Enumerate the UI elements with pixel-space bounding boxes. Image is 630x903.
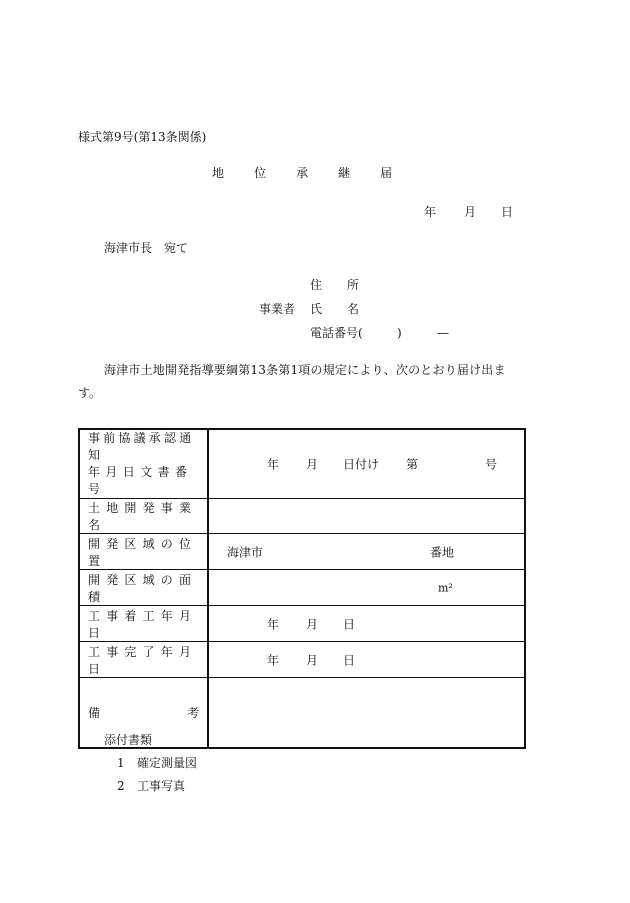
phone-dash: — xyxy=(437,326,449,340)
row5-month: 月 xyxy=(306,617,319,631)
body-line-2: す。 xyxy=(78,386,102,400)
row1-label-line1: 事前協議承認通知 xyxy=(88,431,195,462)
row6-label: 工事完了年月日 xyxy=(88,644,198,676)
table-row xyxy=(79,606,525,642)
row2-label: 土地開発事業名 xyxy=(88,501,198,532)
row1-label xyxy=(80,430,207,498)
row7-label xyxy=(80,704,207,721)
address-label-1: 住 xyxy=(310,278,323,292)
address-label-2: 所 xyxy=(347,278,360,292)
title-char: 届 xyxy=(379,166,392,180)
name-label-2: 名 xyxy=(347,302,360,316)
row7-label-right: 考 xyxy=(186,705,199,720)
table-row xyxy=(79,534,525,570)
name-label-1: 氏 xyxy=(310,302,323,316)
attachments-heading: 添付書類 xyxy=(104,733,153,747)
row1-go: 号 xyxy=(485,457,498,472)
row7-value xyxy=(208,678,525,748)
row5-year: 年 xyxy=(267,617,280,631)
table-row xyxy=(79,642,525,678)
row6-day: 日 xyxy=(343,653,356,667)
phone-label: 電話番号( xyxy=(310,326,363,340)
attachment-num: 1 xyxy=(117,756,125,770)
document-title xyxy=(212,167,392,179)
table-row xyxy=(79,570,525,606)
form-number: 様式第9号(第13条関係) xyxy=(78,130,207,144)
row6-year: 年 xyxy=(267,653,280,667)
date-year: 年 xyxy=(424,205,437,219)
attachment-num: 2 xyxy=(117,779,125,793)
form-table xyxy=(78,428,526,749)
row1-month: 月 xyxy=(306,457,319,472)
row2-value xyxy=(208,499,525,534)
title-char: 地 xyxy=(212,166,225,180)
title-char: 位 xyxy=(253,166,266,180)
addressee: 海津市長 宛て xyxy=(104,241,189,255)
row3-city: 海津市 xyxy=(227,545,264,559)
date-month: 月 xyxy=(464,205,477,219)
attachment-text: 工事写真 xyxy=(137,779,186,793)
row5-day: 日 xyxy=(343,617,356,631)
row7-label-left: 備 xyxy=(88,705,101,720)
row4-unit: m² xyxy=(438,581,453,594)
row1-dai: 第 xyxy=(406,457,419,472)
title-char: 継 xyxy=(337,166,350,180)
date-day: 日 xyxy=(501,205,514,219)
title-char: 承 xyxy=(295,166,308,180)
body-line-1: 海津市土地開発指導要綱第13条第1項の規定により、次のとおり届け出ま xyxy=(104,363,506,377)
table-row xyxy=(79,429,525,499)
row1-label-line2: 年月日文書番号 xyxy=(88,465,193,496)
row1-year: 年 xyxy=(267,457,280,472)
row6-month: 月 xyxy=(306,653,319,667)
phone-close: ) xyxy=(397,326,402,340)
row4-label: 開発区域の面積 xyxy=(88,572,198,604)
row1-day-suffix: 日付け xyxy=(343,457,380,472)
row5-label: 工事着工年月日 xyxy=(88,608,198,640)
row3-banchi: 番地 xyxy=(430,545,455,559)
attachment-text: 確定測量図 xyxy=(137,756,198,770)
applicant-role: 事業者 xyxy=(259,302,296,316)
table-row xyxy=(79,499,525,534)
row3-label: 開発区域の位置 xyxy=(88,536,198,568)
